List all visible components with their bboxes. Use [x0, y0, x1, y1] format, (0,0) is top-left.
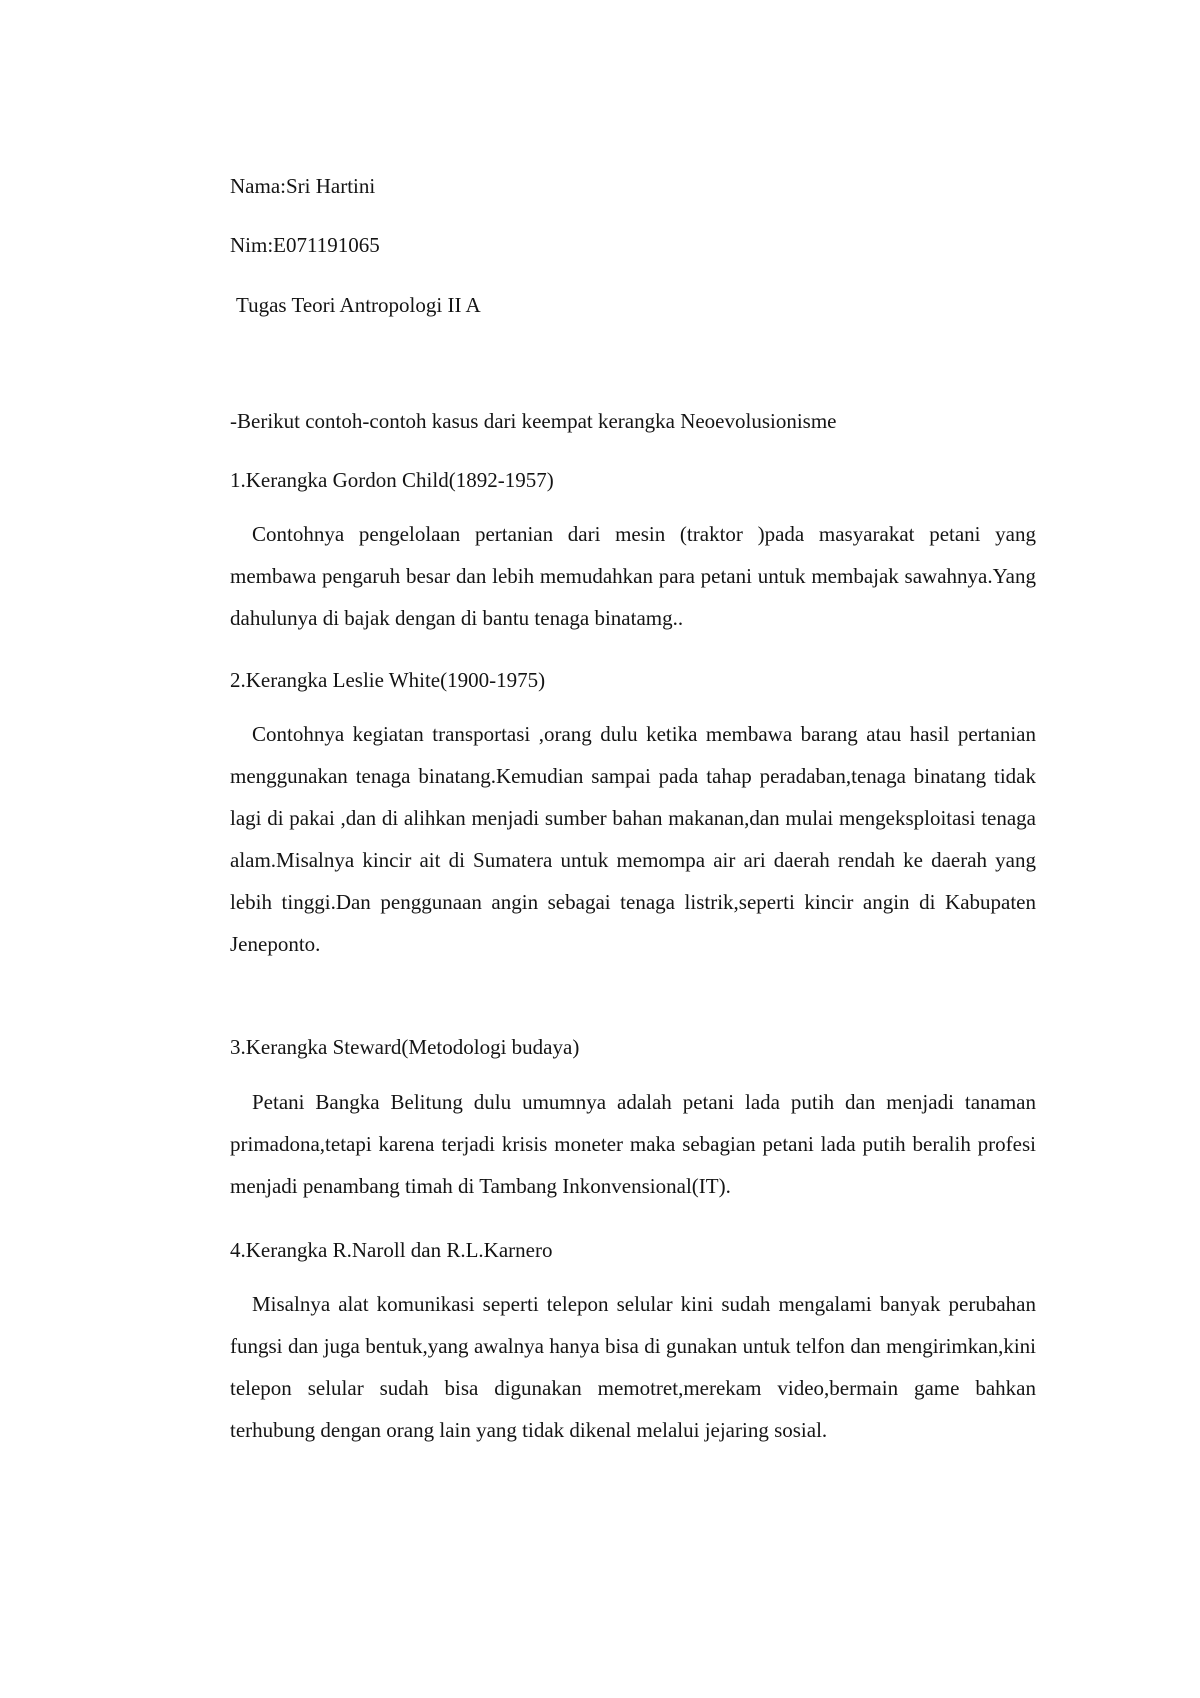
section-3-heading: 3.Kerangka Steward(Metodologi budaya)	[230, 1035, 580, 1059]
student-nim: Nim:E071191065	[230, 233, 380, 257]
task-title: Tugas Teori Antropologi II A	[236, 293, 481, 317]
section-2-heading: 2.Kerangka Leslie White(1900-1975)	[230, 668, 546, 692]
section-1-body: Contohnya pengelolaan pertanian dari mesin (traktor )pada masyarakat petani yang membawa pengaruh besar dan lebih memudahkan para petani untuk membajak sawahnya.Yang dahulunya di bajak dengan di bantu tenaga binatamg..	[230, 522, 1036, 630]
section-2-body: Contohnya kegiatan transportasi ,orang dulu ketika membawa barang atau hasil pertanian menggunakan tenaga binatang.Kemudian sampai pada tahap peradaban,tenaga binatang tidak lagi di pakai ,dan di alihkan menjadi sumber bahan makanan,dan mulai mengeksploitasi tenaga alam.Misalnya kincir ait di Sumatera untuk memompa air ari daerah rendah ke daerah yang lebih tinggi.Dan penggunaan angin sebagai tenaga listrik,seperti kincir angin di Kabupaten Jeneponto.	[230, 722, 1036, 956]
section-3-body: Petani Bangka Belitung dulu umumnya adalah petani lada putih dan menjadi tanaman primadona,tetapi karena terjadi krisis moneter maka sebagian petani lada putih beralih profesi menjadi penambang timah di Tambang Inkonvensional(IT).	[230, 1090, 1036, 1198]
intro-text: -Berikut contoh-contoh kasus dari keempat kerangka Neoevolusionisme	[230, 409, 837, 433]
section-1-heading: 1.Kerangka Gordon Child(1892-1957)	[230, 468, 554, 492]
student-name: Nama:Sri Hartini	[230, 174, 376, 198]
section-4-heading: 4.Kerangka R.Naroll dan R.L.Karnero	[230, 1238, 553, 1262]
section-4-body: Misalnya alat komunikasi seperti telepon selular kini sudah mengalami banyak perubahan fungsi dan juga bentuk,yang awalnya hanya bisa di gunakan untuk telfon dan mengirimkan,kini telepon selular sudah bisa digunakan memotret,merekam video,bermain game bahkan terhubung dengan orang lain yang tidak dikenal melalui jejaring sosial.	[230, 1292, 1036, 1442]
